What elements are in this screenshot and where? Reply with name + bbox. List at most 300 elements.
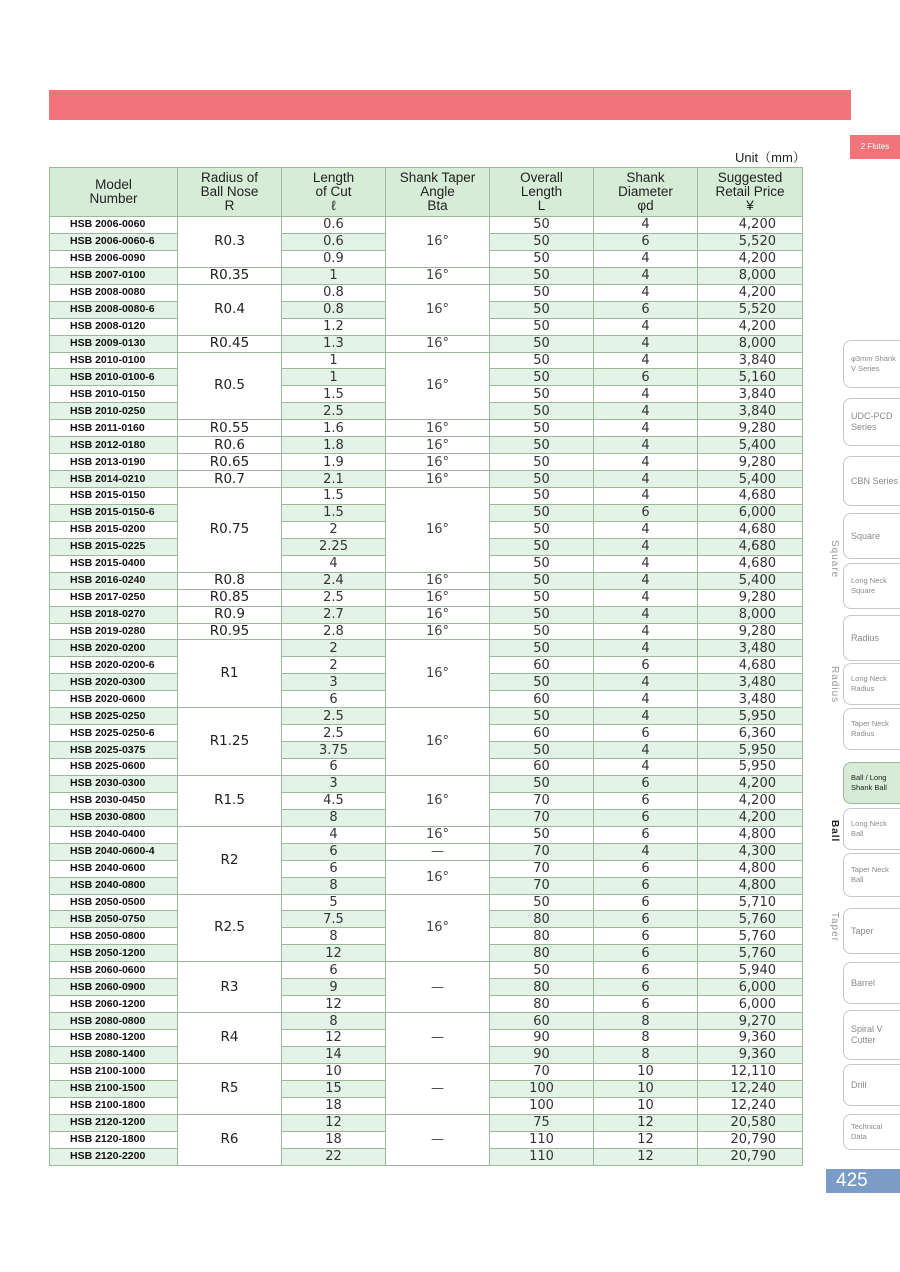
model-number: HSB 2020-0300 bbox=[50, 674, 178, 691]
shank-taper-angle: 16° bbox=[386, 437, 490, 454]
shank-diameter: 10 bbox=[594, 1063, 698, 1080]
shank-diameter: 12 bbox=[594, 1131, 698, 1148]
overall-length: 50 bbox=[490, 369, 594, 386]
length-of-cut: 1.6 bbox=[282, 420, 386, 437]
overall-length: 75 bbox=[490, 1114, 594, 1131]
shank-diameter: 12 bbox=[594, 1114, 698, 1131]
table-row bbox=[50, 708, 803, 725]
table-row bbox=[50, 962, 803, 979]
retail-price: 4,680 bbox=[698, 657, 803, 674]
overall-length: 50 bbox=[490, 352, 594, 369]
length-of-cut: 10 bbox=[282, 1063, 386, 1080]
model-number: HSB 2020-0600 bbox=[50, 691, 178, 708]
retail-price: 5,950 bbox=[698, 742, 803, 759]
side-tab-label: φ3mm Shank V Series bbox=[851, 354, 896, 373]
length-of-cut: 2.5 bbox=[282, 589, 386, 606]
model-number: HSB 2040-0600-4 bbox=[50, 843, 178, 860]
shank-diameter: 6 bbox=[594, 877, 698, 894]
model-number: HSB 2013-0190 bbox=[50, 454, 178, 471]
overall-length: 50 bbox=[490, 674, 594, 691]
overall-length: 50 bbox=[490, 403, 594, 420]
shank-taper-angle: — bbox=[386, 962, 490, 1013]
retail-price: 20,790 bbox=[698, 1131, 803, 1148]
retail-price: 12,110 bbox=[698, 1063, 803, 1080]
overall-length: 50 bbox=[490, 962, 594, 979]
retail-price: 9,280 bbox=[698, 623, 803, 640]
length-of-cut: 3 bbox=[282, 775, 386, 792]
shank-diameter: 8 bbox=[594, 1046, 698, 1063]
retail-price: 4,680 bbox=[698, 521, 803, 538]
shank-diameter: 6 bbox=[594, 301, 698, 318]
side-tab-long-neck-square[interactable] bbox=[843, 563, 900, 609]
shank-taper-angle: 16° bbox=[386, 589, 490, 606]
table-row bbox=[50, 843, 803, 860]
length-of-cut: 8 bbox=[282, 809, 386, 826]
overall-length: 70 bbox=[490, 860, 594, 877]
shank-diameter: 4 bbox=[594, 403, 698, 420]
shank-diameter: 4 bbox=[594, 352, 698, 369]
shank-diameter: 4 bbox=[594, 335, 698, 352]
side-tab-radius[interactable] bbox=[843, 615, 900, 661]
flutes-tab: 2 Flutes bbox=[850, 135, 900, 159]
retail-price: 5,950 bbox=[698, 708, 803, 725]
shank-diameter: 4 bbox=[594, 691, 698, 708]
ball-radius: R0.45 bbox=[178, 335, 282, 352]
length-of-cut: 12 bbox=[282, 1114, 386, 1131]
table-row bbox=[50, 623, 803, 640]
shank-diameter: 6 bbox=[594, 775, 698, 792]
overall-length: 50 bbox=[490, 233, 594, 250]
retail-price: 5,400 bbox=[698, 437, 803, 454]
shank-diameter: 4 bbox=[594, 555, 698, 572]
length-of-cut: 1 bbox=[282, 352, 386, 369]
shank-diameter: 6 bbox=[594, 945, 698, 962]
overall-length: 80 bbox=[490, 996, 594, 1013]
ball-radius: R1 bbox=[178, 640, 282, 708]
model-number: HSB 2120-2200 bbox=[50, 1148, 178, 1165]
side-tab-technical-data[interactable] bbox=[843, 1114, 900, 1150]
overall-length: 100 bbox=[490, 1097, 594, 1114]
table-row bbox=[50, 606, 803, 623]
length-of-cut: 6 bbox=[282, 759, 386, 776]
table-row bbox=[50, 826, 803, 843]
shank-taper-angle: 16° bbox=[386, 640, 490, 708]
shank-taper-angle: 16° bbox=[386, 606, 490, 623]
retail-price: 3,480 bbox=[698, 674, 803, 691]
model-number: HSB 2012-0180 bbox=[50, 437, 178, 454]
table-row bbox=[50, 572, 803, 589]
shank-diameter: 4 bbox=[594, 284, 698, 301]
table-row bbox=[50, 640, 803, 657]
overall-length: 50 bbox=[490, 437, 594, 454]
shank-diameter: 4 bbox=[594, 250, 698, 267]
retail-price: 9,280 bbox=[698, 420, 803, 437]
length-of-cut: 8 bbox=[282, 877, 386, 894]
model-number: HSB 2015-0400 bbox=[50, 555, 178, 572]
shank-taper-angle: — bbox=[386, 843, 490, 860]
retail-price: 8,000 bbox=[698, 606, 803, 623]
retail-price: 4,200 bbox=[698, 217, 803, 234]
shank-diameter: 6 bbox=[594, 369, 698, 386]
model-number: HSB 2050-0750 bbox=[50, 911, 178, 928]
overall-length: 60 bbox=[490, 691, 594, 708]
shank-diameter: 4 bbox=[594, 386, 698, 403]
overall-length: 100 bbox=[490, 1080, 594, 1097]
side-tab-label: CBN Series bbox=[851, 475, 899, 486]
shank-diameter: 6 bbox=[594, 894, 698, 911]
retail-price: 5,400 bbox=[698, 471, 803, 488]
length-of-cut: 0.8 bbox=[282, 301, 386, 318]
overall-length: 50 bbox=[490, 555, 594, 572]
overall-length: 70 bbox=[490, 877, 594, 894]
overall-length: 50 bbox=[490, 504, 594, 521]
length-of-cut: 2.25 bbox=[282, 538, 386, 555]
model-number: HSB 2016-0240 bbox=[50, 572, 178, 589]
model-number: HSB 2025-0250-6 bbox=[50, 725, 178, 742]
overall-length: 70 bbox=[490, 843, 594, 860]
overall-length: 50 bbox=[490, 267, 594, 284]
side-group-square: Square bbox=[829, 540, 840, 579]
shank-diameter: 6 bbox=[594, 809, 698, 826]
length-of-cut: 2 bbox=[282, 657, 386, 674]
length-of-cut: 12 bbox=[282, 945, 386, 962]
ball-radius: R2 bbox=[178, 826, 282, 894]
length-of-cut: 1 bbox=[282, 267, 386, 284]
length-of-cut: 1.5 bbox=[282, 386, 386, 403]
retail-price: 4,800 bbox=[698, 826, 803, 843]
retail-price: 5,950 bbox=[698, 759, 803, 776]
shank-diameter: 4 bbox=[594, 742, 698, 759]
length-of-cut: 4 bbox=[282, 555, 386, 572]
length-of-cut: 6 bbox=[282, 962, 386, 979]
retail-price: 9,360 bbox=[698, 1046, 803, 1063]
retail-price: 4,680 bbox=[698, 538, 803, 555]
model-number: HSB 2050-0500 bbox=[50, 894, 178, 911]
shank-taper-angle: 16° bbox=[386, 284, 490, 335]
model-number: HSB 2025-0375 bbox=[50, 742, 178, 759]
shank-taper-angle: — bbox=[386, 1013, 490, 1064]
table-row bbox=[50, 1114, 803, 1131]
ball-radius: R2.5 bbox=[178, 894, 282, 962]
length-of-cut: 0.6 bbox=[282, 233, 386, 250]
shank-taper-angle: 16° bbox=[386, 708, 490, 776]
retail-price: 8,000 bbox=[698, 267, 803, 284]
model-number: HSB 2011-0160 bbox=[50, 420, 178, 437]
length-of-cut: 7.5 bbox=[282, 911, 386, 928]
length-of-cut: 1 bbox=[282, 369, 386, 386]
shank-taper-angle: 16° bbox=[386, 217, 490, 268]
shank-diameter: 6 bbox=[594, 657, 698, 674]
retail-price: 6,000 bbox=[698, 504, 803, 521]
shank-taper-angle: 16° bbox=[386, 352, 490, 420]
shank-taper-angle: 16° bbox=[386, 860, 490, 894]
length-of-cut: 3.75 bbox=[282, 742, 386, 759]
model-number: HSB 2100-1500 bbox=[50, 1080, 178, 1097]
retail-price: 4,200 bbox=[698, 775, 803, 792]
side-tab-taper-neck-radius[interactable] bbox=[843, 708, 900, 750]
shank-diameter: 4 bbox=[594, 623, 698, 640]
side-tab-spiral-v-cutter[interactable] bbox=[843, 1010, 900, 1060]
shank-diameter: 8 bbox=[594, 1013, 698, 1030]
model-number: HSB 2040-0400 bbox=[50, 826, 178, 843]
overall-length: 50 bbox=[490, 775, 594, 792]
ball-radius: R0.35 bbox=[178, 267, 282, 284]
length-of-cut: 2.1 bbox=[282, 471, 386, 488]
shank-diameter: 4 bbox=[594, 267, 698, 284]
ball-radius: R0.4 bbox=[178, 284, 282, 335]
retail-price: 9,280 bbox=[698, 589, 803, 606]
shank-diameter: 6 bbox=[594, 725, 698, 742]
model-number: HSB 2020-0200-6 bbox=[50, 657, 178, 674]
shank-taper-angle: — bbox=[386, 1063, 490, 1114]
retail-price: 4,800 bbox=[698, 860, 803, 877]
side-tab-barrel[interactable] bbox=[843, 962, 900, 1004]
model-number: HSB 2060-1200 bbox=[50, 996, 178, 1013]
overall-length: 50 bbox=[490, 640, 594, 657]
overall-length: 50 bbox=[490, 606, 594, 623]
length-of-cut: 22 bbox=[282, 1148, 386, 1165]
shank-taper-angle: 16° bbox=[386, 454, 490, 471]
shank-diameter: 4 bbox=[594, 420, 698, 437]
table-row bbox=[50, 1013, 803, 1030]
side-tab-long-neck-ball[interactable] bbox=[843, 808, 900, 850]
side-tab-cbn-series[interactable] bbox=[843, 456, 900, 506]
table-body bbox=[50, 217, 803, 1166]
overall-length: 50 bbox=[490, 301, 594, 318]
length-of-cut: 18 bbox=[282, 1097, 386, 1114]
length-of-cut: 1.8 bbox=[282, 437, 386, 454]
length-of-cut: 1.2 bbox=[282, 318, 386, 335]
header-price: Suggested Retail Price ¥ bbox=[698, 168, 803, 217]
retail-price: 5,940 bbox=[698, 962, 803, 979]
side-tab-label: Taper bbox=[851, 925, 874, 936]
model-number: HSB 2008-0080 bbox=[50, 284, 178, 301]
shank-diameter: 4 bbox=[594, 843, 698, 860]
side-tab-label: Radius bbox=[851, 632, 880, 643]
ball-radius: R4 bbox=[178, 1013, 282, 1064]
overall-length: 50 bbox=[490, 708, 594, 725]
overall-length: 50 bbox=[490, 826, 594, 843]
overall-length: 80 bbox=[490, 945, 594, 962]
length-of-cut: 1.9 bbox=[282, 454, 386, 471]
model-number: HSB 2040-0600 bbox=[50, 860, 178, 877]
side-tab-label: UDC-PCD Series bbox=[851, 411, 893, 432]
length-of-cut: 3 bbox=[282, 674, 386, 691]
retail-price: 5,710 bbox=[698, 894, 803, 911]
retail-price: 5,520 bbox=[698, 233, 803, 250]
model-number: HSB 2009-0130 bbox=[50, 335, 178, 352]
overall-length: 50 bbox=[490, 250, 594, 267]
model-number: HSB 2015-0200 bbox=[50, 521, 178, 538]
model-number: HSB 2014-0210 bbox=[50, 471, 178, 488]
retail-price: 3,840 bbox=[698, 386, 803, 403]
shank-diameter: 4 bbox=[594, 437, 698, 454]
side-tab-label: Taper Neck Radius bbox=[851, 719, 889, 738]
side-tab-udc-pcd-series[interactable] bbox=[843, 398, 900, 446]
table-row bbox=[50, 894, 803, 911]
model-number: HSB 2010-0150 bbox=[50, 386, 178, 403]
table-row bbox=[50, 471, 803, 488]
shank-taper-angle: 16° bbox=[386, 488, 490, 573]
length-of-cut: 4.5 bbox=[282, 792, 386, 809]
shank-diameter: 4 bbox=[594, 708, 698, 725]
model-number: HSB 2060-0600 bbox=[50, 962, 178, 979]
retail-price: 4,200 bbox=[698, 284, 803, 301]
retail-price: 12,240 bbox=[698, 1097, 803, 1114]
shank-taper-angle: 16° bbox=[386, 267, 490, 284]
retail-price: 3,480 bbox=[698, 640, 803, 657]
retail-price: 5,160 bbox=[698, 369, 803, 386]
length-of-cut: 1.3 bbox=[282, 335, 386, 352]
top-banner bbox=[49, 90, 851, 120]
retail-price: 5,760 bbox=[698, 928, 803, 945]
model-number: HSB 2100-1000 bbox=[50, 1063, 178, 1080]
length-of-cut: 15 bbox=[282, 1080, 386, 1097]
retail-price: 4,200 bbox=[698, 792, 803, 809]
length-of-cut: 2.7 bbox=[282, 606, 386, 623]
shank-diameter: 6 bbox=[594, 792, 698, 809]
retail-price: 8,000 bbox=[698, 335, 803, 352]
ball-radius: R1.25 bbox=[178, 708, 282, 776]
overall-length: 50 bbox=[490, 742, 594, 759]
shank-diameter: 6 bbox=[594, 979, 698, 996]
shank-diameter: 6 bbox=[594, 826, 698, 843]
overall-length: 50 bbox=[490, 488, 594, 505]
overall-length: 50 bbox=[490, 894, 594, 911]
side-group-ball: Ball bbox=[829, 820, 840, 843]
table-row bbox=[50, 217, 803, 234]
model-number: HSB 2060-0900 bbox=[50, 979, 178, 996]
header-length-of-cut: Length of Cut ℓ bbox=[282, 168, 386, 217]
table-row bbox=[50, 589, 803, 606]
overall-length: 50 bbox=[490, 284, 594, 301]
model-number: HSB 2030-0300 bbox=[50, 775, 178, 792]
shank-taper-angle: 16° bbox=[386, 572, 490, 589]
side-tab-label: Long Neck Square bbox=[851, 576, 887, 595]
retail-price: 9,280 bbox=[698, 454, 803, 471]
table-row bbox=[50, 437, 803, 454]
retail-price: 5,760 bbox=[698, 945, 803, 962]
shank-diameter: 4 bbox=[594, 640, 698, 657]
overall-length: 60 bbox=[490, 1013, 594, 1030]
overall-length: 80 bbox=[490, 928, 594, 945]
retail-price: 20,580 bbox=[698, 1114, 803, 1131]
ball-radius: R3 bbox=[178, 962, 282, 1013]
table-row bbox=[50, 1063, 803, 1080]
ball-radius: R0.7 bbox=[178, 471, 282, 488]
side-tab-square[interactable] bbox=[843, 513, 900, 559]
side-tab-long-neck-radius[interactable] bbox=[843, 663, 900, 705]
model-number: HSB 2007-0100 bbox=[50, 267, 178, 284]
side-tab-drill[interactable] bbox=[843, 1064, 900, 1106]
shank-taper-angle: 16° bbox=[386, 471, 490, 488]
overall-length: 80 bbox=[490, 979, 594, 996]
shank-taper-angle: 16° bbox=[386, 420, 490, 437]
overall-length: 60 bbox=[490, 759, 594, 776]
length-of-cut: 6 bbox=[282, 691, 386, 708]
side-tab-taper-neck-ball[interactable] bbox=[843, 853, 900, 897]
side-group-radius: Radius bbox=[829, 666, 840, 704]
side-tab-label: Drill bbox=[851, 1079, 867, 1090]
model-number: HSB 2015-0150-6 bbox=[50, 504, 178, 521]
unit-label: Unit（mm） bbox=[735, 150, 806, 165]
retail-price: 4,200 bbox=[698, 809, 803, 826]
shank-diameter: 4 bbox=[594, 759, 698, 776]
length-of-cut: 6 bbox=[282, 843, 386, 860]
shank-diameter: 4 bbox=[594, 589, 698, 606]
shank-diameter: 4 bbox=[594, 521, 698, 538]
shank-diameter: 10 bbox=[594, 1097, 698, 1114]
table-row bbox=[50, 267, 803, 284]
side-tab-3mm-shank-v-series[interactable] bbox=[843, 340, 900, 388]
side-tab-taper[interactable] bbox=[843, 908, 900, 954]
model-number: HSB 2006-0060-6 bbox=[50, 233, 178, 250]
model-number: HSB 2040-0800 bbox=[50, 877, 178, 894]
retail-price: 6,360 bbox=[698, 725, 803, 742]
model-number: HSB 2030-0450 bbox=[50, 792, 178, 809]
model-number: HSB 2015-0225 bbox=[50, 538, 178, 555]
overall-length: 60 bbox=[490, 657, 594, 674]
side-tab-label: Spiral V Cutter bbox=[851, 1024, 883, 1045]
length-of-cut: 14 bbox=[282, 1046, 386, 1063]
shank-diameter: 4 bbox=[594, 538, 698, 555]
shank-diameter: 4 bbox=[594, 217, 698, 234]
side-tab-label: Square bbox=[851, 530, 881, 541]
retail-price: 6,000 bbox=[698, 979, 803, 996]
retail-price: 4,200 bbox=[698, 250, 803, 267]
header-shank-taper: Shank Taper Angle Bta bbox=[386, 168, 490, 217]
length-of-cut: 2 bbox=[282, 640, 386, 657]
model-number: HSB 2019-0280 bbox=[50, 623, 178, 640]
overall-length: 50 bbox=[490, 521, 594, 538]
overall-length: 50 bbox=[490, 386, 594, 403]
length-of-cut: 0.8 bbox=[282, 284, 386, 301]
shank-diameter: 4 bbox=[594, 606, 698, 623]
model-number: HSB 2020-0200 bbox=[50, 640, 178, 657]
length-of-cut: 5 bbox=[282, 894, 386, 911]
ball-radius: R0.75 bbox=[178, 488, 282, 573]
spec-table bbox=[49, 167, 803, 1166]
overall-length: 50 bbox=[490, 538, 594, 555]
retail-price: 3,840 bbox=[698, 403, 803, 420]
model-number: HSB 2050-1200 bbox=[50, 945, 178, 962]
side-tab-ball-long-shank-ball[interactable] bbox=[843, 762, 900, 804]
side-tab-label: Long Neck Radius bbox=[851, 674, 887, 693]
length-of-cut: 0.9 bbox=[282, 250, 386, 267]
length-of-cut: 12 bbox=[282, 996, 386, 1013]
table-row bbox=[50, 775, 803, 792]
overall-length: 50 bbox=[490, 420, 594, 437]
ball-radius: R5 bbox=[178, 1063, 282, 1114]
overall-length: 50 bbox=[490, 335, 594, 352]
shank-diameter: 8 bbox=[594, 1030, 698, 1047]
table-row bbox=[50, 352, 803, 369]
ball-radius: R0.3 bbox=[178, 217, 282, 268]
overall-length: 90 bbox=[490, 1046, 594, 1063]
ball-radius: R0.8 bbox=[178, 572, 282, 589]
model-number: HSB 2120-1800 bbox=[50, 1131, 178, 1148]
length-of-cut: 1.5 bbox=[282, 504, 386, 521]
model-number: HSB 2006-0090 bbox=[50, 250, 178, 267]
retail-price: 12,240 bbox=[698, 1080, 803, 1097]
ball-radius: R0.9 bbox=[178, 606, 282, 623]
shank-taper-angle: 16° bbox=[386, 335, 490, 352]
model-number: HSB 2025-0600 bbox=[50, 759, 178, 776]
ball-radius: R0.6 bbox=[178, 437, 282, 454]
header-radius: Radius of Ball Nose R bbox=[178, 168, 282, 217]
model-number: HSB 2010-0100 bbox=[50, 352, 178, 369]
ball-radius: R0.85 bbox=[178, 589, 282, 606]
